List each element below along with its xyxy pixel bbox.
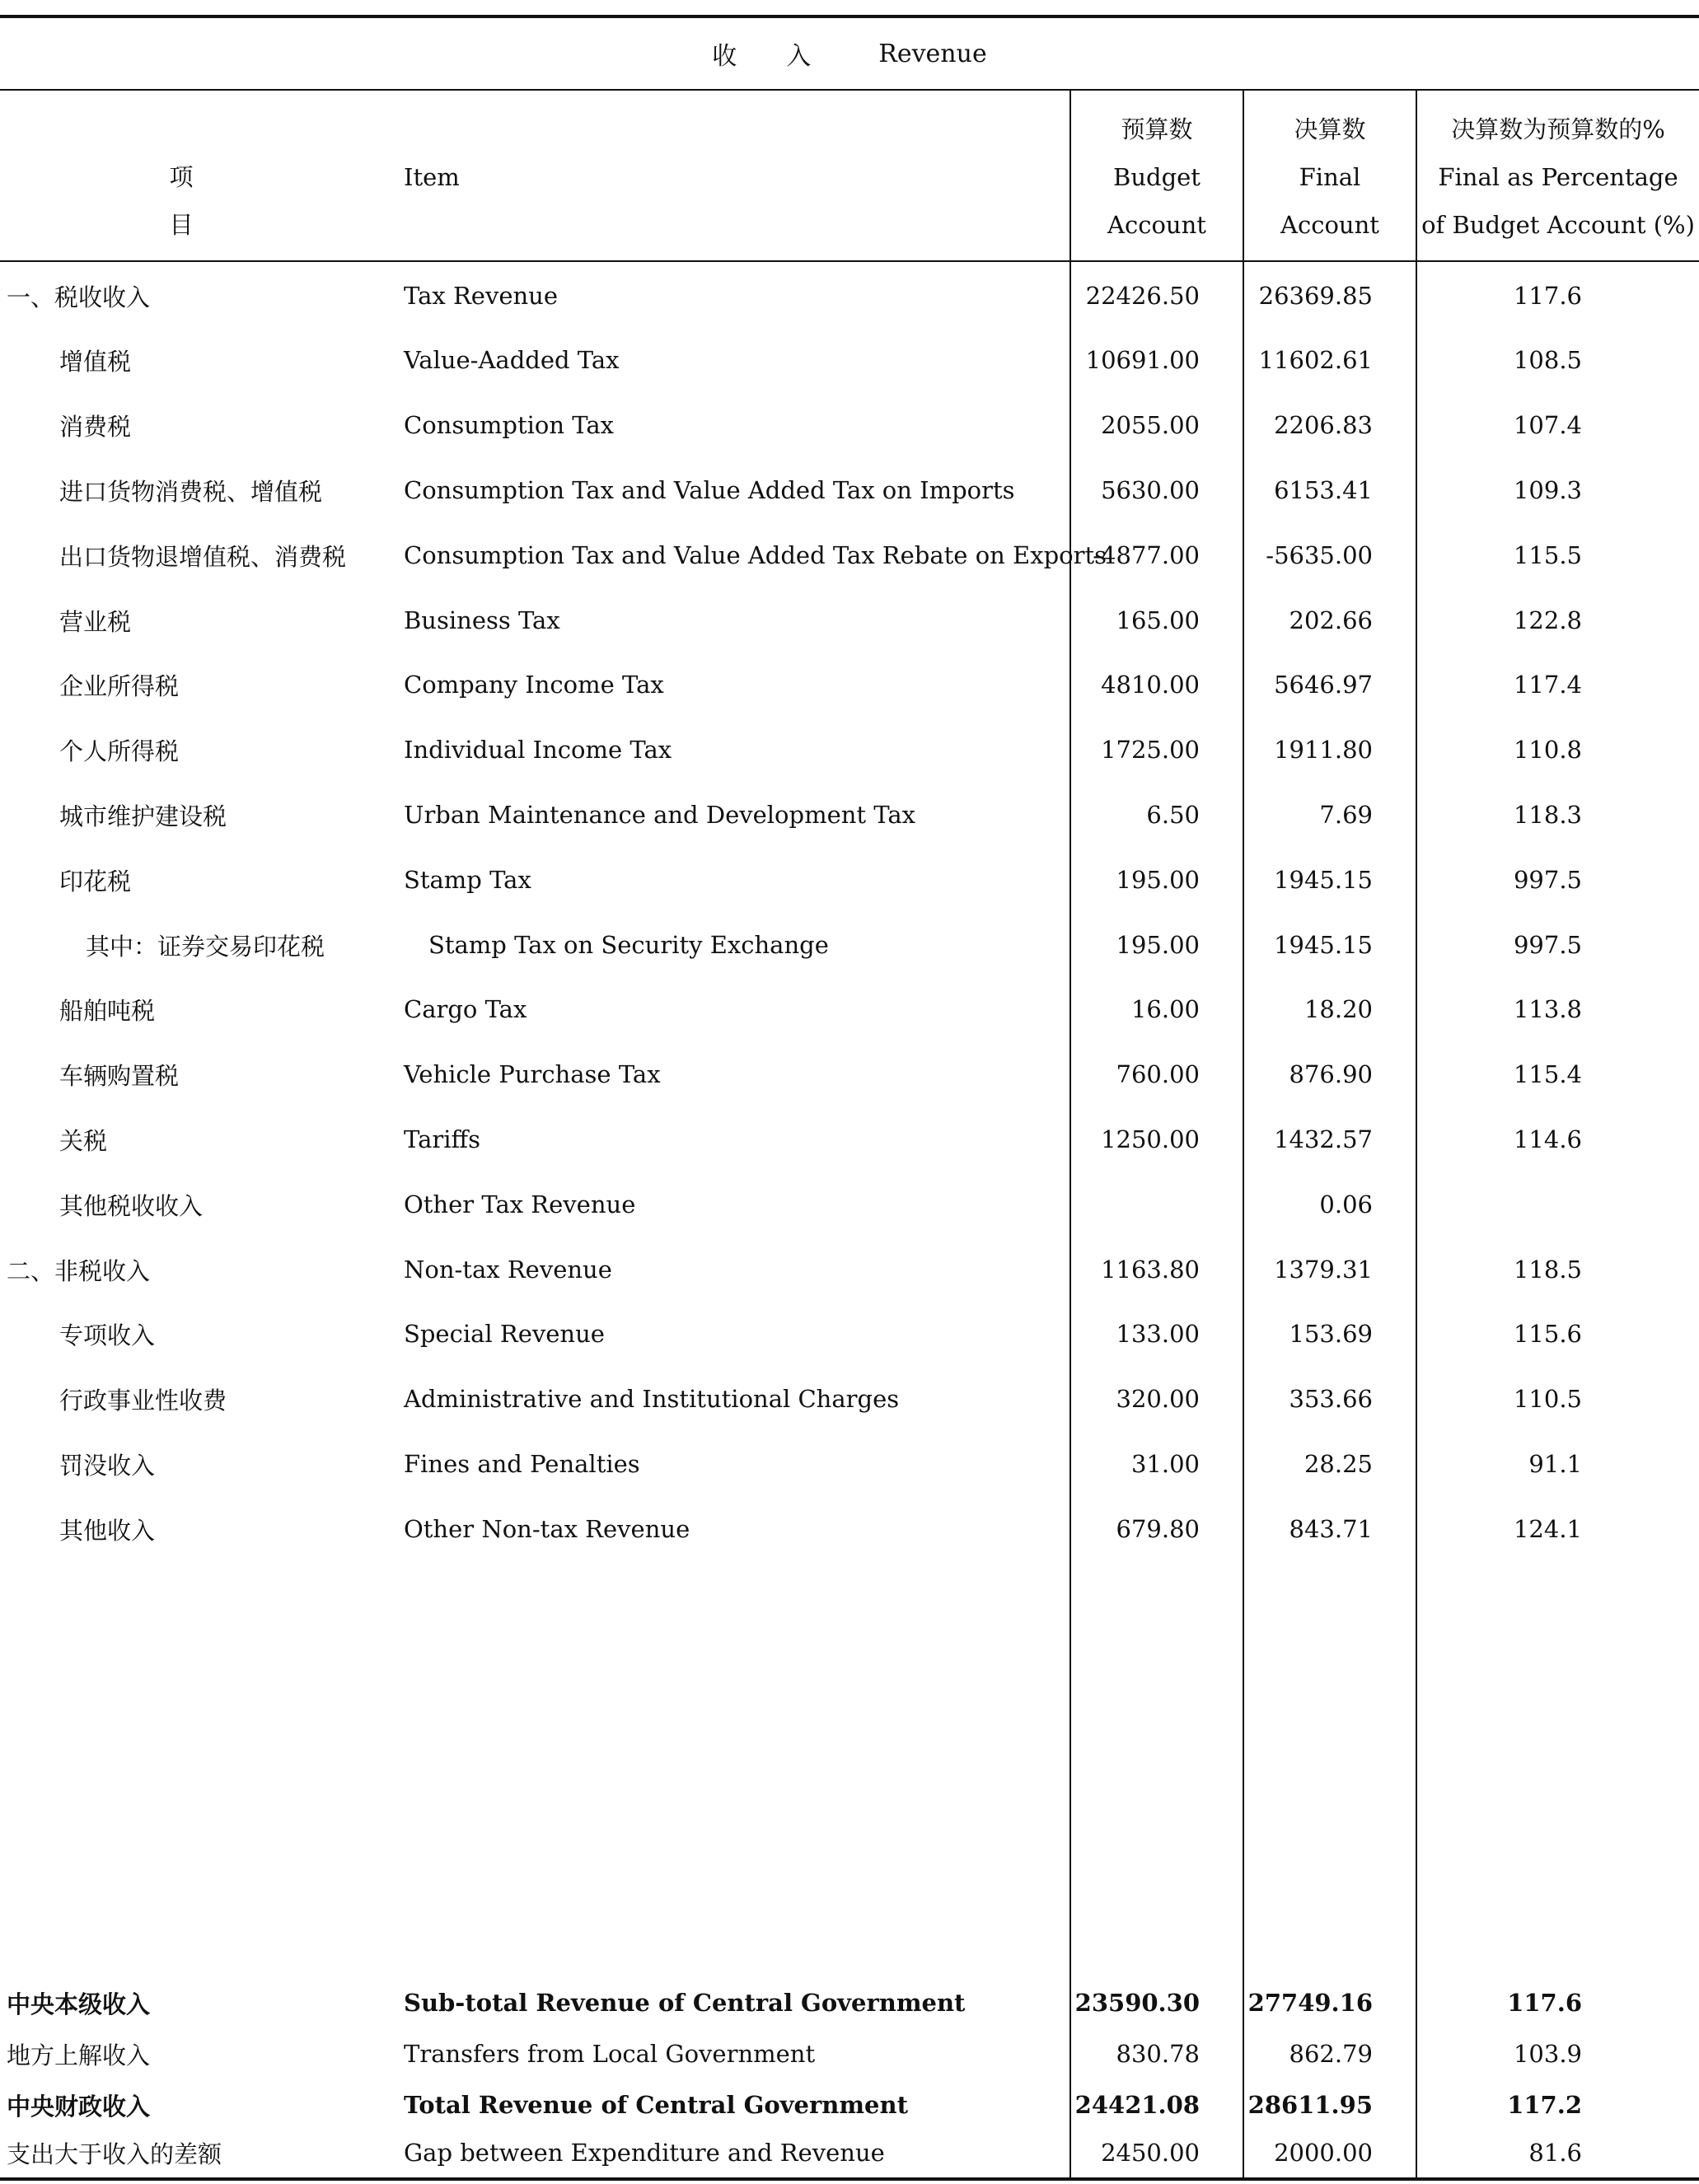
summary-final: 2000.00 — [1274, 2139, 1373, 2167]
summary-row — [0, 2028, 1699, 2079]
table-row — [0, 588, 1699, 652]
row-percent: 114.6 — [1513, 1125, 1582, 1153]
row-budget: 6.50 — [1146, 801, 1200, 829]
header-budget-en1: Budget — [1113, 163, 1201, 191]
row-budget: 195.00 — [1116, 931, 1200, 959]
row-final: 0.06 — [1319, 1190, 1373, 1218]
summary-percent: 117.6 — [1507, 1989, 1582, 2017]
row-percent: 115.6 — [1513, 1320, 1582, 1348]
summary-budget: 2450.00 — [1101, 2139, 1200, 2167]
row-item-en: Other Tax Revenue — [404, 1190, 636, 1218]
summary-item-cn: 中央本级收入 — [7, 1990, 151, 2018]
table-row — [0, 1237, 1699, 1302]
table-row — [0, 1497, 1699, 1561]
summary-final: 27749.16 — [1247, 1989, 1373, 2017]
row-item-en: Business Tax — [404, 606, 560, 634]
row-budget: 22426.50 — [1085, 282, 1200, 310]
row-final: 1379.31 — [1274, 1256, 1373, 1284]
table-title-en: Revenue — [878, 39, 987, 68]
row-item-cn: 关税 — [59, 1126, 108, 1155]
row-item-cn: 行政事业性收费 — [59, 1386, 227, 1415]
row-item-cn: 一、税收收入 — [7, 283, 151, 311]
table-row — [0, 1107, 1699, 1172]
header-final-en1: Final — [1299, 163, 1361, 191]
row-percent: 107.4 — [1513, 411, 1582, 439]
row-item-en: Consumption Tax and Value Added Tax Rebate on Exports — [404, 541, 1107, 569]
row-final: 202.66 — [1289, 606, 1373, 634]
table-title — [0, 18, 1699, 89]
summary-budget: 23590.30 — [1074, 1989, 1200, 2017]
row-percent: 109.3 — [1513, 476, 1582, 504]
header-percent-en2: of Budget Account (%) — [1421, 211, 1695, 239]
row-percent: 110.8 — [1513, 736, 1582, 764]
table-row — [0, 1432, 1699, 1496]
row-item-cn: 个人所得税 — [59, 737, 180, 765]
row-final: 843.71 — [1289, 1515, 1373, 1543]
row-item-cn: 专项收入 — [59, 1321, 156, 1349]
row-item-cn: 其他税收收入 — [59, 1191, 204, 1220]
row-percent: 118.5 — [1513, 1256, 1582, 1284]
table-row — [0, 1042, 1699, 1106]
row-item-cn: 其他收入 — [59, 1516, 156, 1545]
summary-budget: 24421.08 — [1074, 2091, 1200, 2119]
row-percent: 91.1 — [1528, 1450, 1582, 1478]
summary-percent: 103.9 — [1513, 2040, 1582, 2068]
row-final: 353.66 — [1289, 1385, 1373, 1413]
summary-item-en: Gap between Expenditure and Revenue — [404, 2139, 885, 2167]
row-budget: 760.00 — [1116, 1060, 1200, 1088]
row-item-en: Tariffs — [404, 1125, 481, 1153]
row-budget: 133.00 — [1116, 1320, 1200, 1348]
row-item-en: Special Revenue — [404, 1320, 605, 1348]
row-item-en: Tax Revenue — [404, 282, 559, 310]
row-budget: 679.80 — [1116, 1515, 1200, 1543]
row-item-cn: 二、非税收入 — [7, 1256, 151, 1285]
summary-percent: 81.6 — [1528, 2139, 1582, 2167]
row-percent: 997.5 — [1513, 866, 1582, 894]
row-percent — [1417, 1172, 1582, 1237]
row-final: -5635.00 — [1266, 541, 1373, 569]
row-item-cn: 进口货物消费税、增值税 — [59, 477, 323, 506]
row-final: 1945.15 — [1274, 866, 1373, 894]
header-budget-cn: 预算数 — [1121, 115, 1193, 143]
summary-row — [0, 2079, 1699, 2130]
row-final: 26369.85 — [1258, 282, 1373, 310]
header-final-en2: Account — [1280, 211, 1379, 239]
table-row — [0, 393, 1699, 457]
summary-budget: 830.78 — [1116, 2040, 1200, 2068]
row-item-en: Cargo Tax — [404, 995, 527, 1023]
row-percent: 110.5 — [1513, 1385, 1582, 1413]
row-percent: 115.5 — [1513, 541, 1582, 569]
row-final: 7.69 — [1319, 801, 1373, 829]
summary-final: 862.79 — [1289, 2040, 1373, 2068]
row-budget: 5630.00 — [1101, 476, 1200, 504]
row-item-cn: 城市维护建设税 — [59, 802, 227, 830]
table-row — [0, 913, 1699, 977]
summary-item-en: Sub-total Revenue of Central Government — [404, 1989, 966, 2017]
row-item-en: Vehicle Purchase Tax — [404, 1060, 661, 1088]
row-item-cn: 其中：证券交易印花税 — [86, 932, 325, 961]
row-final: 11602.61 — [1258, 346, 1373, 374]
row-final: 1432.57 — [1274, 1125, 1373, 1153]
row-final: 28.25 — [1304, 1450, 1373, 1478]
row-percent: 124.1 — [1513, 1515, 1582, 1543]
row-item-en: Company Income Tax — [404, 671, 664, 699]
row-budget: -4877.00 — [1093, 541, 1200, 569]
row-budget: 31.00 — [1130, 1450, 1200, 1478]
row-budget: 1250.00 — [1101, 1125, 1200, 1153]
row-item-en: Non-tax Revenue — [404, 1256, 612, 1284]
title-bottom-rule — [0, 89, 1699, 91]
table-row — [0, 328, 1699, 392]
header-percent-en1: Final as Percentage — [1438, 163, 1678, 191]
header-final-cn: 决算数 — [1294, 115, 1366, 143]
table-row — [0, 1367, 1699, 1431]
row-budget: 10691.00 — [1085, 346, 1200, 374]
row-percent: 115.4 — [1513, 1060, 1582, 1088]
table-title-cn: 收入 — [712, 42, 861, 71]
row-item-en: Stamp Tax — [404, 866, 531, 894]
row-budget: 165.00 — [1116, 606, 1200, 634]
row-final: 6153.41 — [1274, 476, 1373, 504]
table-bottom-rule — [0, 2177, 1699, 2181]
row-item-en: Urban Maintenance and Development Tax — [404, 801, 916, 829]
row-item-cn: 印花税 — [59, 867, 132, 896]
summary-row — [0, 2129, 1699, 2177]
table-row — [0, 264, 1699, 328]
row-percent: 108.5 — [1513, 346, 1582, 374]
row-percent: 117.4 — [1513, 671, 1582, 699]
summary-item-en: Total Revenue of Central Government — [404, 2091, 908, 2119]
table-row — [0, 718, 1699, 782]
header-bottom-rule — [0, 260, 1699, 262]
row-percent: 118.3 — [1513, 801, 1582, 829]
row-final: 18.20 — [1304, 995, 1373, 1023]
row-percent: 997.5 — [1513, 931, 1582, 959]
summary-row — [0, 1977, 1699, 2028]
row-budget — [1071, 1172, 1200, 1237]
summary-item-en: Transfers from Local Government — [404, 2040, 816, 2068]
summary-final: 28611.95 — [1247, 2091, 1373, 2119]
row-item-en: Administrative and Institutional Charges — [404, 1385, 900, 1413]
row-item-cn: 罚没收入 — [59, 1451, 156, 1480]
table-row — [0, 523, 1699, 587]
row-budget: 4810.00 — [1101, 671, 1200, 699]
row-item-cn: 船舶吨税 — [59, 996, 156, 1025]
table-row — [0, 783, 1699, 847]
summary-item-cn: 地方上解收入 — [7, 2041, 151, 2069]
row-item-cn: 消费税 — [59, 412, 132, 441]
header-percent-cn: 决算数为预算数的% — [1451, 115, 1665, 143]
table-row — [0, 458, 1699, 522]
header-item-en: Item — [404, 163, 460, 191]
row-item-cn: 出口货物退增值税、消费税 — [59, 542, 347, 571]
row-item-en: Fines and Penalties — [404, 1450, 640, 1478]
row-item-en: Consumption Tax and Value Added Tax on Imports — [404, 476, 1015, 504]
table-row — [0, 1172, 1699, 1237]
summary-percent: 117.2 — [1507, 2091, 1582, 2119]
table-row — [0, 977, 1699, 1041]
row-percent: 113.8 — [1513, 995, 1582, 1023]
row-final: 1945.15 — [1274, 931, 1373, 959]
table-row — [0, 652, 1699, 717]
row-item-en: Other Non-tax Revenue — [404, 1515, 690, 1543]
row-budget: 2055.00 — [1101, 411, 1200, 439]
row-budget: 195.00 — [1116, 866, 1200, 894]
row-final: 1911.80 — [1274, 736, 1373, 764]
row-percent: 122.8 — [1513, 606, 1582, 634]
header-budget-en2: Account — [1107, 211, 1206, 239]
table-row — [0, 1302, 1699, 1366]
row-item-en: Consumption Tax — [404, 411, 614, 439]
row-final: 876.90 — [1289, 1060, 1373, 1088]
row-percent: 117.6 — [1513, 282, 1582, 310]
row-item-cn: 企业所得税 — [59, 671, 180, 700]
row-budget: 1163.80 — [1101, 1256, 1200, 1284]
row-budget: 1725.00 — [1101, 736, 1200, 764]
header-budget — [1071, 105, 1243, 249]
row-budget: 320.00 — [1116, 1385, 1200, 1413]
header-final — [1244, 105, 1416, 249]
row-item-cn: 车辆购置税 — [59, 1061, 180, 1090]
row-final: 153.69 — [1289, 1320, 1373, 1348]
header-item-cn: 项 目 — [169, 163, 243, 239]
summary-item-cn: 中央财政收入 — [7, 2092, 151, 2121]
table-row — [0, 848, 1699, 912]
row-budget: 16.00 — [1130, 995, 1200, 1023]
summary-item-cn: 支出大于收入的差额 — [7, 2140, 222, 2168]
row-final: 5646.97 — [1274, 671, 1373, 699]
header-percent — [1417, 105, 1699, 249]
row-item-en: Value-Aadded Tax — [404, 346, 620, 374]
row-item-en: Individual Income Tax — [404, 736, 672, 764]
row-final: 2206.83 — [1274, 411, 1373, 439]
row-item-cn: 增值税 — [59, 347, 132, 376]
row-item-en: Stamp Tax on Security Exchange — [428, 931, 829, 959]
row-item-cn: 营业税 — [59, 607, 132, 636]
